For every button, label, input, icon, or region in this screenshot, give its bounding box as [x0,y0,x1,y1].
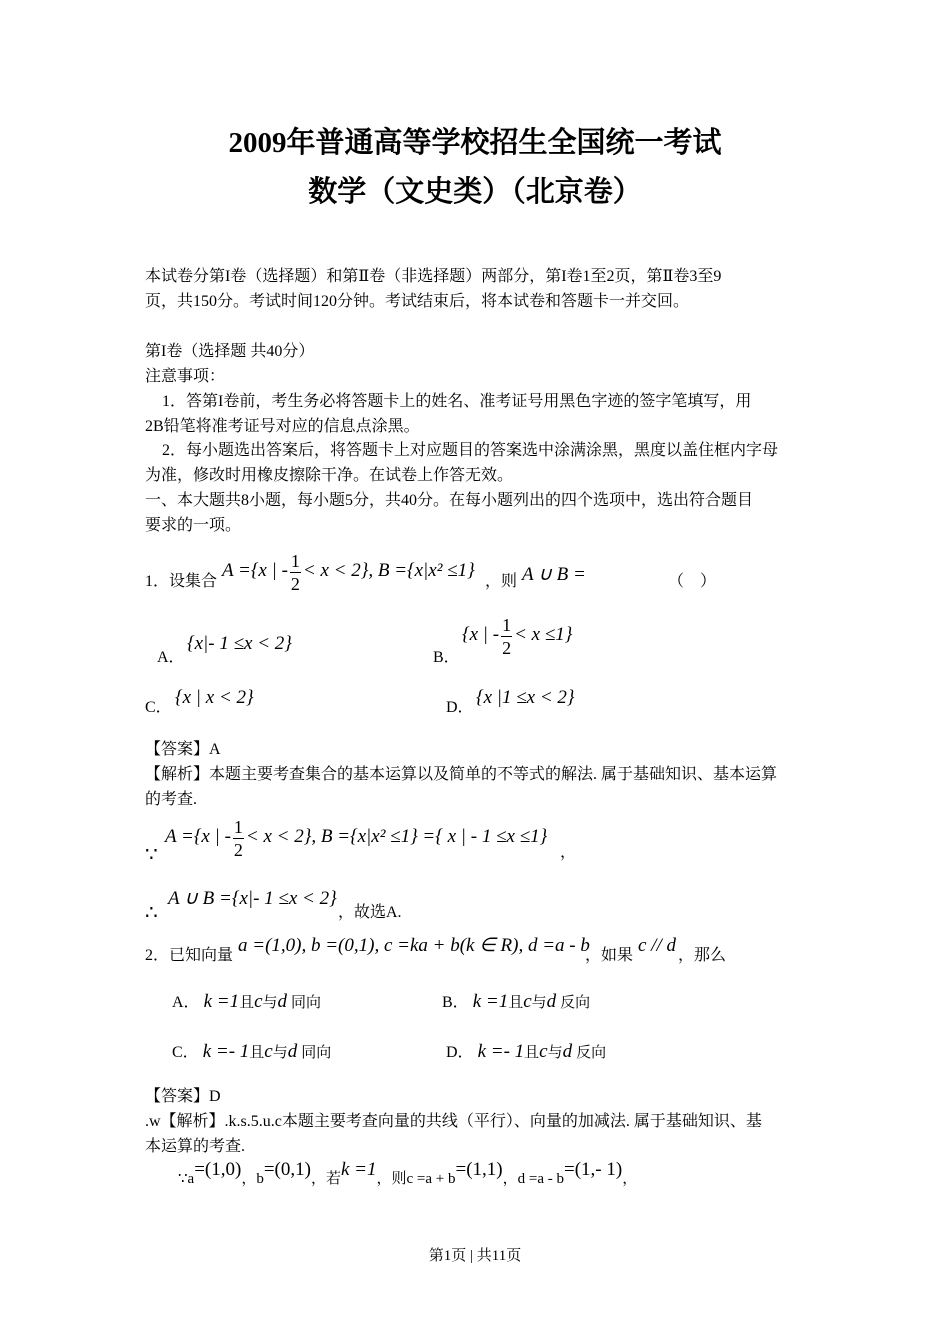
numerator: 1 [502,615,512,635]
option-dir: 反向 [560,995,591,1011]
option-and: 且 [508,995,524,1011]
option-dir: 同向 [301,1045,332,1061]
vec-value: =(0,1) [263,1159,311,1180]
option-k: k =1 [472,991,509,1012]
option-with: 与 [531,995,547,1011]
note-1: 1．答第I卷前，考生务必将答题卡上的姓名、准考证号用黑色字迹的签字笔填写，用 [162,393,752,410]
q1-because-formula [165,816,547,861]
seg: ，则c =a + b [376,1171,456,1187]
therefore-end: ，故选A. [338,904,402,921]
q2-prefix: 2．已知向量 [145,947,234,964]
because-pre: A ={x | - [165,826,231,848]
q1-therefore-formula: A ∪ B ={x|- 1 ≤x < 2} [168,888,337,909]
answer-paren: （ ） [668,573,717,590]
numerator: 1 [233,817,243,837]
option-k: k =1 [203,991,240,1012]
seg: ∵a [178,1171,195,1187]
q1-prefix: 1．设集合 [145,573,218,590]
because-icon: ∵ [145,844,158,866]
option-b-post: < x ≤1} [514,624,573,646]
intro-line-1: 本试卷分第I卷（选择题）和第Ⅱ卷（非选择题）两部分，第I卷1至2页，第Ⅱ卷3至9 [145,268,722,285]
note-1-cont: 2B铅笔将准考证号对应的信息点涂黑。 [145,418,420,435]
q2-option-c [172,1042,331,1063]
note-2: 2．每小题选出答案后，将答题卡上对应题目的答案选中涂满涂黑，黑度以盖住框内字母 [162,442,779,459]
section-heading: 第I卷（选择题 共40分） [145,343,315,360]
option-label: B． [442,994,469,1011]
q2-option-a [172,992,321,1013]
option-c: {x | x < 2} [175,687,254,708]
seg: ，b [241,1171,264,1187]
seg: ， [622,1171,638,1187]
vec-value: =(1,0) [194,1159,242,1180]
q1-formula [222,550,475,595]
option-a: {x|- 1 ≤x < 2} [187,633,292,654]
q2-option-d [446,1042,606,1063]
option-d-vec: d [277,991,288,1012]
q1-analysis: 【解析】本题主要考查集合的基本运算以及简单的不等式的解法. 属于基础知识、基本运算 [145,766,778,783]
q2-mid: ，如果 [585,947,634,964]
notes-title: 注意事项： [145,368,226,385]
option-and: 且 [239,995,255,1011]
option-label: D． [446,1044,474,1061]
q1-analysis-cont: 的考查. [145,791,198,808]
because-end: ， [560,844,577,861]
option-b [462,614,572,659]
option-b-pre: {x | - [462,624,500,646]
option-with: 与 [547,1045,563,1061]
vec-value: =(1,1) [455,1159,503,1180]
q1-mid: ，则 [485,573,518,590]
vec-value: =(1,- 1) [564,1159,623,1180]
option-a-label: A． [157,649,185,666]
option-d-vec: d [546,991,557,1012]
q2-end: ，那么 [678,947,727,964]
denominator: 2 [290,574,300,594]
numerator: 1 [290,551,300,571]
denominator: 2 [233,840,243,860]
q1-answer: 【答案】A [145,741,221,758]
q2-analysis-cont: 本运算的考查. [145,1138,246,1155]
q2-option-b [442,992,590,1013]
option-label: C． [172,1044,199,1061]
option-c-vec: c [254,991,263,1012]
denominator: 2 [502,638,512,658]
because-post: < x < 2}, B ={x|x² ≤1} ={ x | - 1 ≤x ≤1} [245,826,548,848]
option-with: 与 [262,995,278,1011]
intro-line-2: 页，共150分。考试时间120分钟。考试结束后，将本试卷和答题卡一并交回。 [145,293,690,310]
option-k: k =- 1 [202,1041,250,1062]
therefore-icon: ∴ [145,902,158,924]
option-c-vec: c [539,1041,548,1062]
option-d: {x |1 ≤x < 2} [476,687,575,708]
k-value: k =1 [340,1159,377,1180]
note-2-cont: 为准，修改时用橡皮擦除干净。在试卷上作答无效。 [145,467,514,484]
option-with: 与 [272,1045,288,1061]
q2-answer: 【答案】D [145,1088,221,1105]
option-d-vec: d [287,1041,298,1062]
option-k: k =- 1 [477,1041,525,1062]
option-c-label: C． [145,699,172,716]
seg: ，若 [310,1171,341,1187]
part-instructions: 一、本大题共8小题，每小题5分，共40分。在每小题列出的四个选项中，选出符合题目 [145,492,754,509]
q2-analysis: .w【解析】.k.s.5.u.c本题主要考查向量的共线（平行）、向量的加减法. 属于基础知识、基 [145,1113,762,1130]
option-and: 且 [524,1045,540,1061]
q1-formula-pre: A ={x | - [222,560,288,582]
q2-because-line [178,1159,638,1187]
q1-union: A ∪ B = [522,564,586,585]
fraction [233,816,244,861]
option-label: A． [172,994,200,1011]
option-d-label: D． [446,699,474,716]
option-and: 且 [249,1045,265,1061]
q1-formula-post: < x < 2}, B ={x|x² ≤1} [302,560,475,582]
option-dir: 同向 [291,995,322,1011]
fraction [290,550,301,595]
q2-cond: c // d [638,935,676,956]
fraction [501,614,512,659]
option-c-vec: c [523,991,532,1012]
page-footer: 第1页 | 共11页 [428,1248,522,1264]
exam-title: 2009年普通高等学校招生全国统一考试 [228,127,722,159]
option-c-vec: c [264,1041,273,1062]
part-instructions-cont: 要求的一项。 [145,517,242,534]
option-b-label: B． [433,649,460,666]
option-dir: 反向 [576,1045,607,1061]
q2-formula: a =(1,0), b =(0,1), c =ka + b(k ∈ R), d =a - b [238,935,590,956]
option-d-vec: d [562,1041,573,1062]
exam-subtitle: 数学（文史类）（北京卷） [308,176,642,208]
seg: ，d =a - b [502,1171,564,1187]
